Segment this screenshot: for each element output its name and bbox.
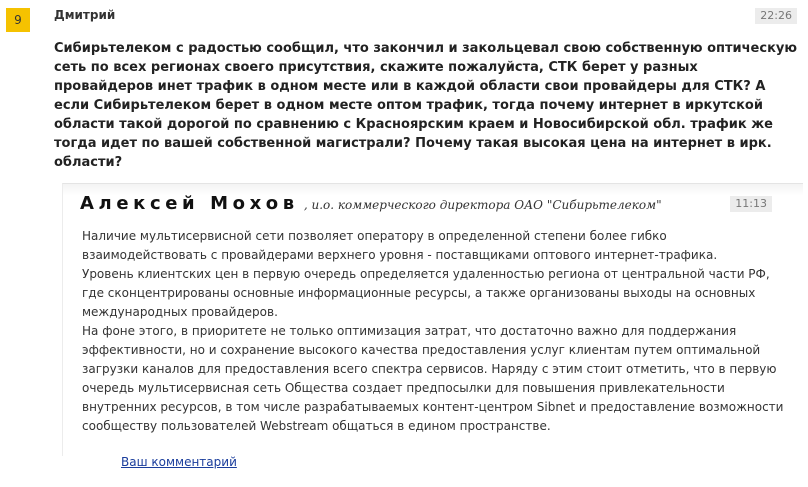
- answer-timestamp: 11:13: [730, 196, 772, 212]
- answer-paragraph: Уровень клиентских цен в первую очередь определяется удаленностью региона от центральной части РФ, где сконцентрированы основные информационные ресурсы, а также организованы выходы на основных международных провайдеров.: [82, 267, 770, 319]
- answer-text: [82, 227, 787, 436]
- question-timestamp: 22:26: [755, 8, 797, 24]
- your-comment-link[interactable]: Ваш комментарий: [121, 455, 237, 469]
- question-number-badge: 9: [6, 8, 30, 32]
- answer-paragraph: На фоне этого, в приоритете не только оптимизация затрат, что достаточно важно для поддержания эффективности, но и сохранение высокого качества предоставления услуг клиентам путем оптимальной загрузки каналов для предоставления всего спектра сервисов. Наряду с этим стоит отметить, что в первую очередь мультисервисная сеть Общества создает предпосылки для повышения привлекательности внутренних ресурсов, в том числе разрабатываемых контент-центром Sibnet и предоставление возможности сообществу пользователей Webstream общаться в едином пространстве.: [82, 324, 784, 433]
- answer-header: [80, 193, 662, 214]
- question-text: Сибирьтелеком с радостью сообщил, что закончил и закольцевал свою собственную оптическую сеть по всех регионах своего присутствия, скажите пожалуйста, СТК берет у разных провайдеров инет трафик в одном месте или в каждой области свои провайдеры для СТК? А если Сибирьтелеком берет в одном месте оптом трафик, тогда почему интернет в иркутской области такой дорогой по сравнению с Красноярским краем и Новосибирской обл. трафик же тогда идет по вашей собственной магистрали? Почему такая высокая цена на интернет в ирк. области?: [54, 41, 798, 170]
- question-author: Дмитрий: [54, 8, 116, 22]
- answer-paragraph: Наличие мультисервисной сети позволяет оператору в определенной степени более гибко взаимодействовать с провайдерами верхнего уровня - поставщиками оптового интернет-трафика.: [82, 229, 718, 262]
- answer-author-role: , и.о. коммерческого директора ОАО "Сибирьтелеком": [303, 198, 662, 212]
- answer-author-name: Алексей Мохов: [80, 193, 299, 214]
